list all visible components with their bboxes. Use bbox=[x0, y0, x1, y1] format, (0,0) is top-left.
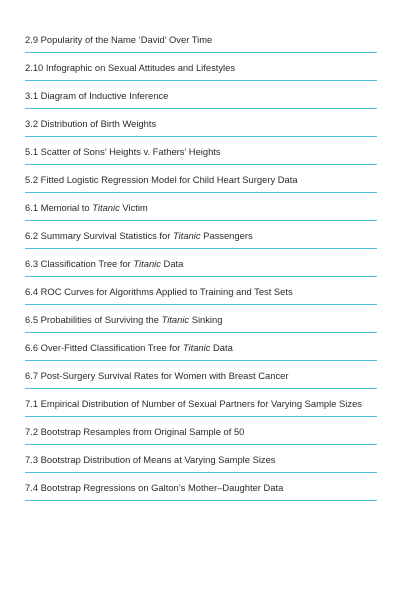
divider bbox=[25, 108, 377, 109]
figure-number: 7.1 bbox=[25, 398, 39, 409]
figure-number: 6.3 bbox=[25, 258, 39, 269]
list-item bbox=[0, 450, 416, 478]
divider bbox=[25, 136, 377, 137]
divider bbox=[25, 248, 377, 249]
figure-title: Fitted Logistic Regression Model for Child Heart Surgery Data bbox=[40, 174, 298, 185]
figure-entry bbox=[25, 90, 168, 102]
figure-entry bbox=[25, 286, 293, 298]
figure-entry bbox=[25, 34, 212, 46]
figure-entry bbox=[25, 482, 283, 494]
figure-entry bbox=[25, 342, 233, 354]
figure-entry bbox=[25, 426, 244, 438]
list-item bbox=[0, 478, 416, 506]
figure-title: Probabilities of Surviving the bbox=[40, 314, 162, 325]
divider bbox=[25, 332, 377, 333]
divider bbox=[25, 304, 377, 305]
figure-number: 6.6 bbox=[25, 342, 39, 353]
figure-title: Popularity of the Name ‘David’ Over Time bbox=[40, 34, 213, 45]
figure-title: Post-Surgery Survival Rates for Women with Breast Cancer bbox=[40, 370, 289, 381]
figure-number: 3.2 bbox=[25, 118, 39, 129]
figure-title-end: Data bbox=[160, 258, 184, 269]
figure-entry bbox=[25, 202, 148, 214]
figure-number: 2.10 bbox=[25, 62, 44, 73]
list-item bbox=[0, 114, 416, 142]
figure-number: 5.1 bbox=[25, 146, 39, 157]
list-item bbox=[0, 226, 416, 254]
figure-title: Bootstrap Regressions on Galton’s Mother–Daughter Data bbox=[40, 482, 284, 493]
figure-entry bbox=[25, 146, 221, 158]
figure-title: Bootstrap Resamples from Original Sample of 50 bbox=[40, 426, 245, 437]
list-item bbox=[0, 282, 416, 310]
figure-title: Infographic on Sexual Attitudes and Lifestyles bbox=[45, 62, 236, 73]
figure-number: 5.2 bbox=[25, 174, 39, 185]
figure-entry bbox=[25, 454, 276, 466]
divider bbox=[25, 220, 377, 221]
figure-title-italic: Titanic bbox=[161, 314, 190, 325]
figure-number: 2.9 bbox=[25, 34, 39, 45]
figure-title: Over-Fitted Classification Tree for bbox=[40, 342, 183, 353]
figure-number: 6.5 bbox=[25, 314, 39, 325]
figure-number: 6.7 bbox=[25, 370, 39, 381]
figure-entry bbox=[25, 62, 235, 74]
list-item bbox=[0, 254, 416, 282]
figure-title-italic: Titanic bbox=[172, 230, 201, 241]
figure-number: 7.3 bbox=[25, 454, 39, 465]
divider bbox=[25, 52, 377, 53]
figure-number: 6.2 bbox=[25, 230, 39, 241]
list-item bbox=[0, 394, 416, 422]
figure-number: 7.4 bbox=[25, 482, 39, 493]
divider bbox=[25, 164, 377, 165]
figure-title-italic: Titanic bbox=[133, 258, 161, 269]
figure-title: ROC Curves for Algorithms Applied to Training and Test Sets bbox=[40, 286, 293, 297]
divider bbox=[25, 472, 377, 473]
figure-title: Memorial to bbox=[40, 202, 93, 213]
divider bbox=[25, 500, 377, 501]
figure-entry bbox=[25, 118, 156, 130]
figure-number: 7.2 bbox=[25, 426, 39, 437]
list-item bbox=[0, 198, 416, 226]
figure-title-end: Sinking bbox=[189, 314, 223, 325]
figure-entry bbox=[25, 314, 222, 326]
list-item bbox=[0, 310, 416, 338]
divider bbox=[25, 416, 377, 417]
figure-title: Scatter of Sons’ Heights v. Fathers’ Heights bbox=[40, 146, 221, 157]
figure-number: 6.4 bbox=[25, 286, 39, 297]
figure-title: Empirical Distribution of Number of Sexual Partners for Varying Sample Sizes bbox=[40, 398, 362, 409]
figure-title-italic: Titanic bbox=[182, 342, 211, 353]
figure-title: Classification Tree for bbox=[40, 258, 134, 269]
figure-entry bbox=[25, 370, 289, 382]
list-item bbox=[0, 142, 416, 170]
figure-title-end: Passengers bbox=[200, 230, 253, 241]
list-item bbox=[0, 30, 416, 58]
figure-title-end: Data bbox=[210, 342, 233, 353]
figure-entry bbox=[25, 174, 298, 186]
divider bbox=[25, 80, 377, 81]
divider bbox=[25, 388, 377, 389]
figure-title: Summary Survival Statistics for bbox=[40, 230, 173, 241]
figure-title-end: Victim bbox=[119, 202, 148, 213]
list-item bbox=[0, 366, 416, 394]
list-item bbox=[0, 170, 416, 198]
figure-title: Bootstrap Distribution of Means at Varying Sample Sizes bbox=[40, 454, 276, 465]
list-item bbox=[0, 58, 416, 86]
figure-entry bbox=[25, 258, 183, 270]
divider bbox=[25, 360, 377, 361]
divider bbox=[25, 276, 377, 277]
figure-entry bbox=[25, 230, 253, 242]
figure-title: Distribution of Birth Weights bbox=[40, 118, 157, 129]
figure-title-italic: Titanic bbox=[92, 202, 120, 213]
figure-title: Diagram of Inductive Inference bbox=[40, 90, 169, 101]
list-item bbox=[0, 86, 416, 114]
list-item bbox=[0, 422, 416, 450]
list-of-figures bbox=[0, 30, 416, 506]
figure-number: 6.1 bbox=[25, 202, 39, 213]
figure-number: 3.1 bbox=[25, 90, 39, 101]
divider bbox=[25, 444, 377, 445]
list-item bbox=[0, 338, 416, 366]
divider bbox=[25, 192, 377, 193]
figure-entry bbox=[25, 398, 362, 410]
